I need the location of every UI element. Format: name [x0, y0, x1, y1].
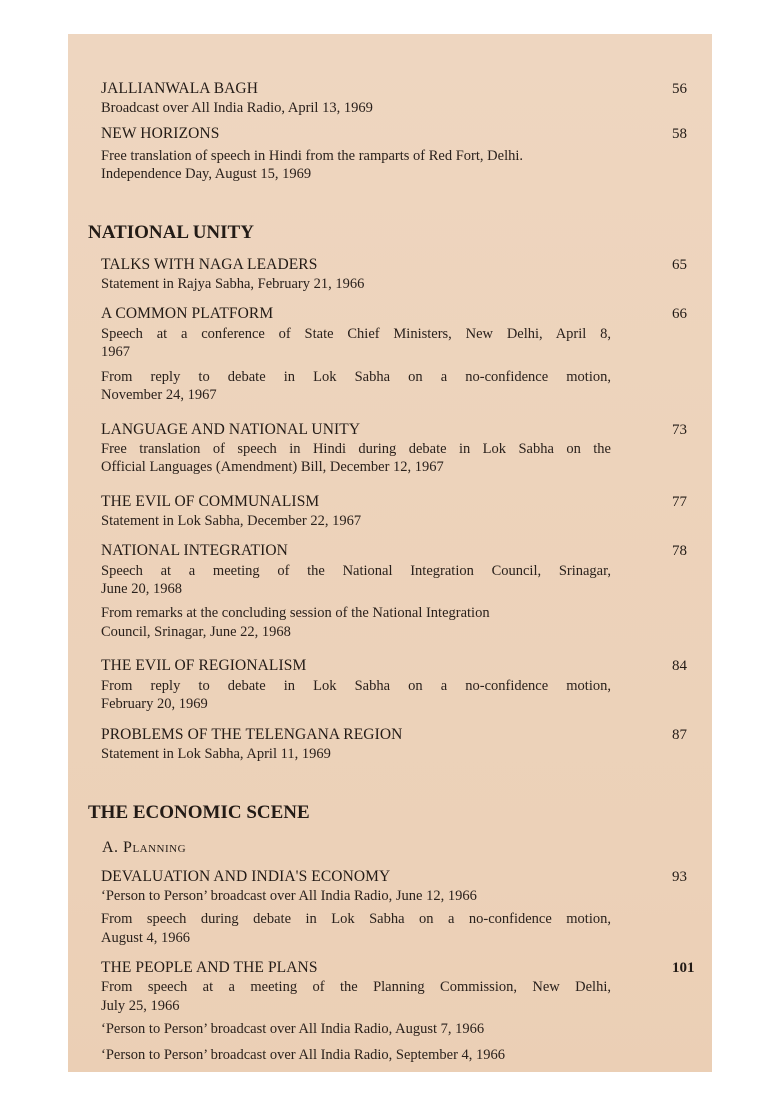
- entry-note: ‘Person to Person’ broadcast over All India Radio, June 12, 1966: [101, 888, 477, 904]
- subsection-heading: A. Planning: [102, 839, 187, 856]
- entry-note: Independence Day, August 15, 1969: [101, 166, 312, 182]
- entry-title[interactable]: NATIONAL INTEGRATION: [101, 542, 288, 559]
- entry-note: Council, Srinagar, June 22, 1968: [101, 624, 291, 640]
- page-number[interactable]: 66: [672, 306, 687, 322]
- page-number[interactable]: 78: [672, 543, 687, 559]
- page-number[interactable]: 73: [672, 422, 687, 438]
- entry-note: ‘Person to Person’ broadcast over All India Radio, September 4, 1966: [101, 1047, 506, 1063]
- entry-note: August 4, 1966: [101, 930, 191, 946]
- entry-note: Free translation of speech in Hindi from the ramparts of Red Fort, Delhi.: [101, 148, 524, 164]
- section-heading: THE ECONOMIC SCENE: [88, 802, 310, 823]
- entry-note: June 20, 1968: [101, 581, 182, 597]
- entry-title[interactable]: DEVALUATION AND INDIA'S ECONOMY: [101, 868, 391, 885]
- entry-title[interactable]: A COMMON PLATFORM: [101, 305, 274, 322]
- entry-note: Speech at a meeting of the National Integration Council, Srinagar,: [101, 563, 611, 579]
- entry-note: Free translation of speech in Hindi during debate in Lok Sabha on the: [101, 441, 611, 457]
- page-number[interactable]: 84: [672, 658, 687, 674]
- entry-note: From speech at a meeting of the Planning Commission, New Delhi,: [101, 979, 611, 995]
- page-number[interactable]: 87: [672, 727, 687, 743]
- entry-title[interactable]: THE EVIL OF REGIONALISM: [101, 657, 307, 674]
- page-number[interactable]: 101: [672, 960, 695, 976]
- entry-note: ‘Person to Person’ broadcast over All India Radio, August 7, 1966: [101, 1021, 485, 1037]
- entry-note: Statement in Lok Sabha, April 11, 1969: [101, 746, 331, 762]
- entry-note: 1967: [101, 344, 130, 360]
- entry-title[interactable]: NEW HORIZONS: [101, 125, 220, 142]
- entry-note: From remarks at the concluding session of the National Integration: [101, 605, 490, 621]
- entry-note: From speech during debate in Lok Sabha on a no-confidence motion,: [101, 911, 611, 927]
- entry-title[interactable]: PROBLEMS OF THE TELENGANA REGION: [101, 726, 403, 743]
- page-number[interactable]: 56: [672, 81, 687, 97]
- page-number[interactable]: 93: [672, 869, 687, 885]
- page-number[interactable]: 58: [672, 126, 687, 142]
- entry-note: November 24, 1967: [101, 387, 217, 403]
- entry-note: Statement in Lok Sabha, December 22, 1967: [101, 513, 362, 529]
- entry-title[interactable]: JALLIANWALA BAGH: [101, 80, 259, 97]
- entry-title[interactable]: THE PEOPLE AND THE PLANS: [101, 959, 318, 976]
- entry-note: Broadcast over All India Radio, April 13, 1969: [101, 100, 373, 116]
- entry-note: Official Languages (Amendment) Bill, December 12, 1967: [101, 459, 444, 475]
- section-heading: NATIONAL UNITY: [88, 222, 254, 243]
- page-number[interactable]: 65: [672, 257, 687, 273]
- entry-note: From reply to debate in Lok Sabha on a no-confidence motion,: [101, 678, 611, 694]
- entry-title[interactable]: LANGUAGE AND NATIONAL UNITY: [101, 421, 361, 438]
- entry-note: February 20, 1969: [101, 696, 208, 712]
- entry-title[interactable]: THE EVIL OF COMMUNALISM: [101, 493, 320, 510]
- entry-note: Statement in Rajya Sabha, February 21, 1966: [101, 276, 365, 292]
- entry-note: From reply to debate in Lok Sabha on a no-confidence motion,: [101, 369, 611, 385]
- entry-title[interactable]: TALKS WITH NAGA LEADERS: [101, 256, 318, 273]
- entry-note: July 25, 1966: [101, 998, 180, 1014]
- entry-note: Speech at a conference of State Chief Ministers, New Delhi, April 8,: [101, 326, 611, 342]
- page-number[interactable]: 77: [672, 494, 687, 510]
